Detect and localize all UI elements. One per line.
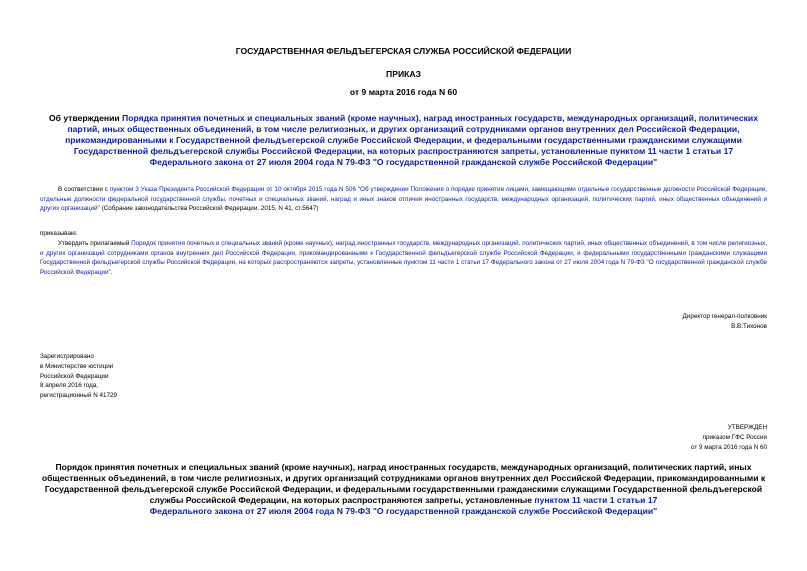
order-text-end: .	[110, 268, 113, 276]
preamble-paragraph	[40, 185, 767, 214]
title-prefix: Об утверждении	[49, 113, 123, 123]
document-date: от 9 марта 2016 года N 60	[349, 87, 458, 97]
appendix-link-law[interactable]: Федерального закона от 27 июля 2004 года N 79-ФЗ "О государственной гражданской службе Российской Федерации"	[149, 506, 658, 516]
signature-position: Директор генерал-полковник	[682, 313, 767, 320]
signature-block	[683, 312, 767, 332]
appendix-title	[40, 462, 767, 517]
approved-line: от 9 марта 2016 года N 60	[690, 443, 767, 451]
signature-name: В.В.Тихонов	[731, 322, 767, 330]
preamble-text: В соответствии с	[58, 186, 110, 193]
appendix-title-text: Порядок принятия почетных и специальных званий (кроме научных), наград иностранных государств, международных организаций, политических партий, иных общественных объединений, в том числе религиозных, и других организаций сотрудниками органов внутренних дел Российской Федерации, прикомандированными к Государственной фельдъегерской службе Российской Федерации, и федеральными государственными гражданскими служащими Государственной фельдъегерской службы Российской Федерации, на которых распространяются запреты, установленные	[41, 462, 766, 505]
registration-line: Российской Федерации	[40, 372, 109, 380]
registration-line: в Министерстве юстиции	[40, 362, 114, 370]
title-link-law[interactable]: Федерального закона от 27 июля 2004 года N 79-ФЗ "О государственной гражданской службе Российской Федерации"	[149, 157, 658, 167]
approved-line: УТВЕРЖДЕН	[727, 424, 767, 431]
registration-line: Зарегистрировано	[40, 353, 94, 360]
registration-line: 8 апреля 2016 года,	[40, 382, 98, 390]
approved-block	[691, 423, 767, 452]
order-link-procedure[interactable]: Порядок принятия почетных и специальных званий (кроме научных), наград иностранных государств, международных организаций, политических партий, иных общественных объединений, в том числе религиозных, и других организаций сотрудниками органов внутренних дел Российской Федерации, прикомандированными к Государственной фельдъегерской службе Российской Федерации, и федеральными государственными гражданскими служащими Государственной фельдъегерской службы Российской Федерации, на которых распространяются запреты, установленные пунктом 11 части 1 статьи 17 Федерального закона от 27 июля 2004 года N 79-ФЗ "О государственной гражданской службе Российской Федерации"	[40, 240, 767, 276]
preamble-link-decree[interactable]: Указа Президента Российской Федерации от 10 октября 2015 года N 506 "Об утверждении Положения о порядке принятия лицами, замещающими отдельные государственные должности Российской Федерации, отдельные должности федеральной государственной службы, почетных и специальных званий, наград и иных знаков отличия иностранных государств, международных организаций, политических партий, иных общественных объединений и других организаций"	[40, 186, 768, 213]
registration-line: регистрационный N 41729	[40, 392, 118, 400]
document-title	[40, 113, 767, 168]
preamble-link-point[interactable]: пунктом 3	[109, 186, 139, 193]
order-word: приказываю:	[40, 230, 78, 237]
order-paragraph	[40, 239, 767, 277]
registration-block	[40, 352, 117, 401]
document-type: ПРИКАЗ	[386, 69, 421, 79]
preamble-source: (Собрание законодательства Российской Федерации, 2015, N 41, ст.5647)	[99, 205, 319, 213]
order-text: Утвердить прилагаемый	[58, 240, 132, 247]
title-link-point[interactable]: пунктом 11 части 1 статьи 17	[610, 146, 734, 156]
agency-name: ГОСУДАРСТВЕННАЯ ФЕЛЬДЪЕГЕРСКАЯ СЛУЖБА РОССИЙСКОЙ ФЕДЕРАЦИИ	[235, 46, 572, 56]
approved-line: приказом ГФС России	[702, 433, 767, 441]
appendix-link-point[interactable]: пунктом 11 части 1 статьи 17	[534, 495, 658, 505]
title-link-procedure[interactable]: Порядка принятия почетных и специальных званий (кроме научных), наград иностранных государств, международных организаций, политических партий, иных общественных объединений, в том числе религиозных, и других организаций сотрудниками органов внутренних дел Российской Федерации, прикомандированными к Государственной фельдъегерской службе Российской Федерации, и федеральными государственными гражданскими служащими Государственной фельдъегерской службы Российской Федерации, на которых распространяются запреты, установленные	[65, 113, 758, 156]
